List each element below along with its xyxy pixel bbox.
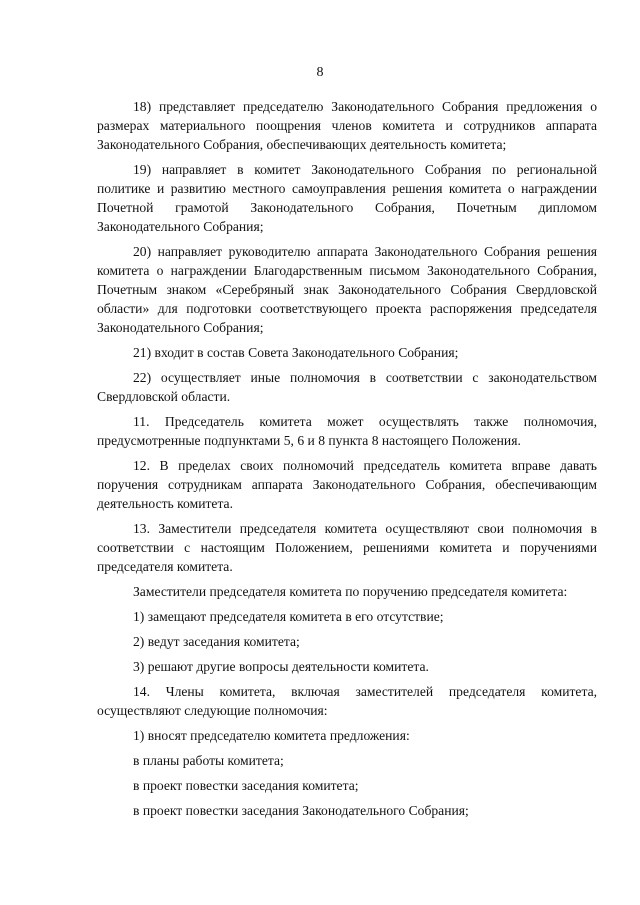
paragraph-21: 21) входит в состав Совета Законодательного Собрания; [133, 345, 459, 360]
paragraph-22: 22) осуществляет иные полномочия в соответствии с законодательством Свердловской области. [97, 370, 597, 404]
deputies-intro: Заместители председателя комитета по поручению председателя комитета: [133, 584, 568, 599]
clause-11: 11. Председатель комитета может осуществлять также полномочия, предусмотренные подпунктами 5, 6 и 8 пункта 8 настоящего Положения. [97, 414, 597, 448]
page-number: 8 [316, 65, 324, 80]
clause-12: 12. В пределах своих полномочий председатель комитета вправе давать поручения сотрудникам аппарата Законодательного Собрания, обеспечивающим деятельность комитета. [97, 458, 597, 511]
paragraph-20: 20) направляет руководителю аппарата Законодательного Собрания решения комитета о награждении Благодарственным письмом Законодательного Собрания, Почетным знаком «Серебряный знак Законодательного Собрания Свердловской области» для подготовки соответствующего проекта распоряжения председателя Законодательного Собрания; [97, 244, 597, 335]
deputies-item-3: 3) решают другие вопросы деятельности комитета. [133, 659, 429, 674]
clause-14: 14. Члены комитета, включая заместителей председателя комитета, осуществляют следующие полномочия: [97, 684, 597, 718]
paragraph-18: 18) представляет председателю Законодательного Собрания предложения о размерах материального поощрения членов комитета и сотрудников аппарата Законодательного Собрания, обеспечивающих деятельность комитета; [97, 99, 597, 152]
members-subitem-assembly-agenda: в проект повестки заседания Законодательного Собрания; [133, 803, 469, 818]
paragraph-19: 19) направляет в комитет Законодательного Собрания по региональной политике и развитию местного самоуправления решения комитета о награждении Почетной грамотой Законодательного Собрания, Почетным дипломом Законодательного Собрания; [97, 162, 597, 234]
deputies-item-2: 2) ведут заседания комитета; [133, 634, 300, 649]
document-body [97, 97, 597, 826]
members-subitem-plans: в планы работы комитета; [133, 753, 284, 768]
members-item-1: 1) вносят председателю комитета предложения: [133, 728, 410, 743]
clause-13: 13. Заместители председателя комитета осуществляют свои полномочия в соответствии с настоящим Положением, решениями комитета и поручениями председателя комитета. [97, 521, 597, 574]
deputies-item-1: 1) замещают председателя комитета в его отсутствие; [133, 609, 444, 624]
members-subitem-committee-agenda: в проект повестки заседания комитета; [133, 778, 359, 793]
